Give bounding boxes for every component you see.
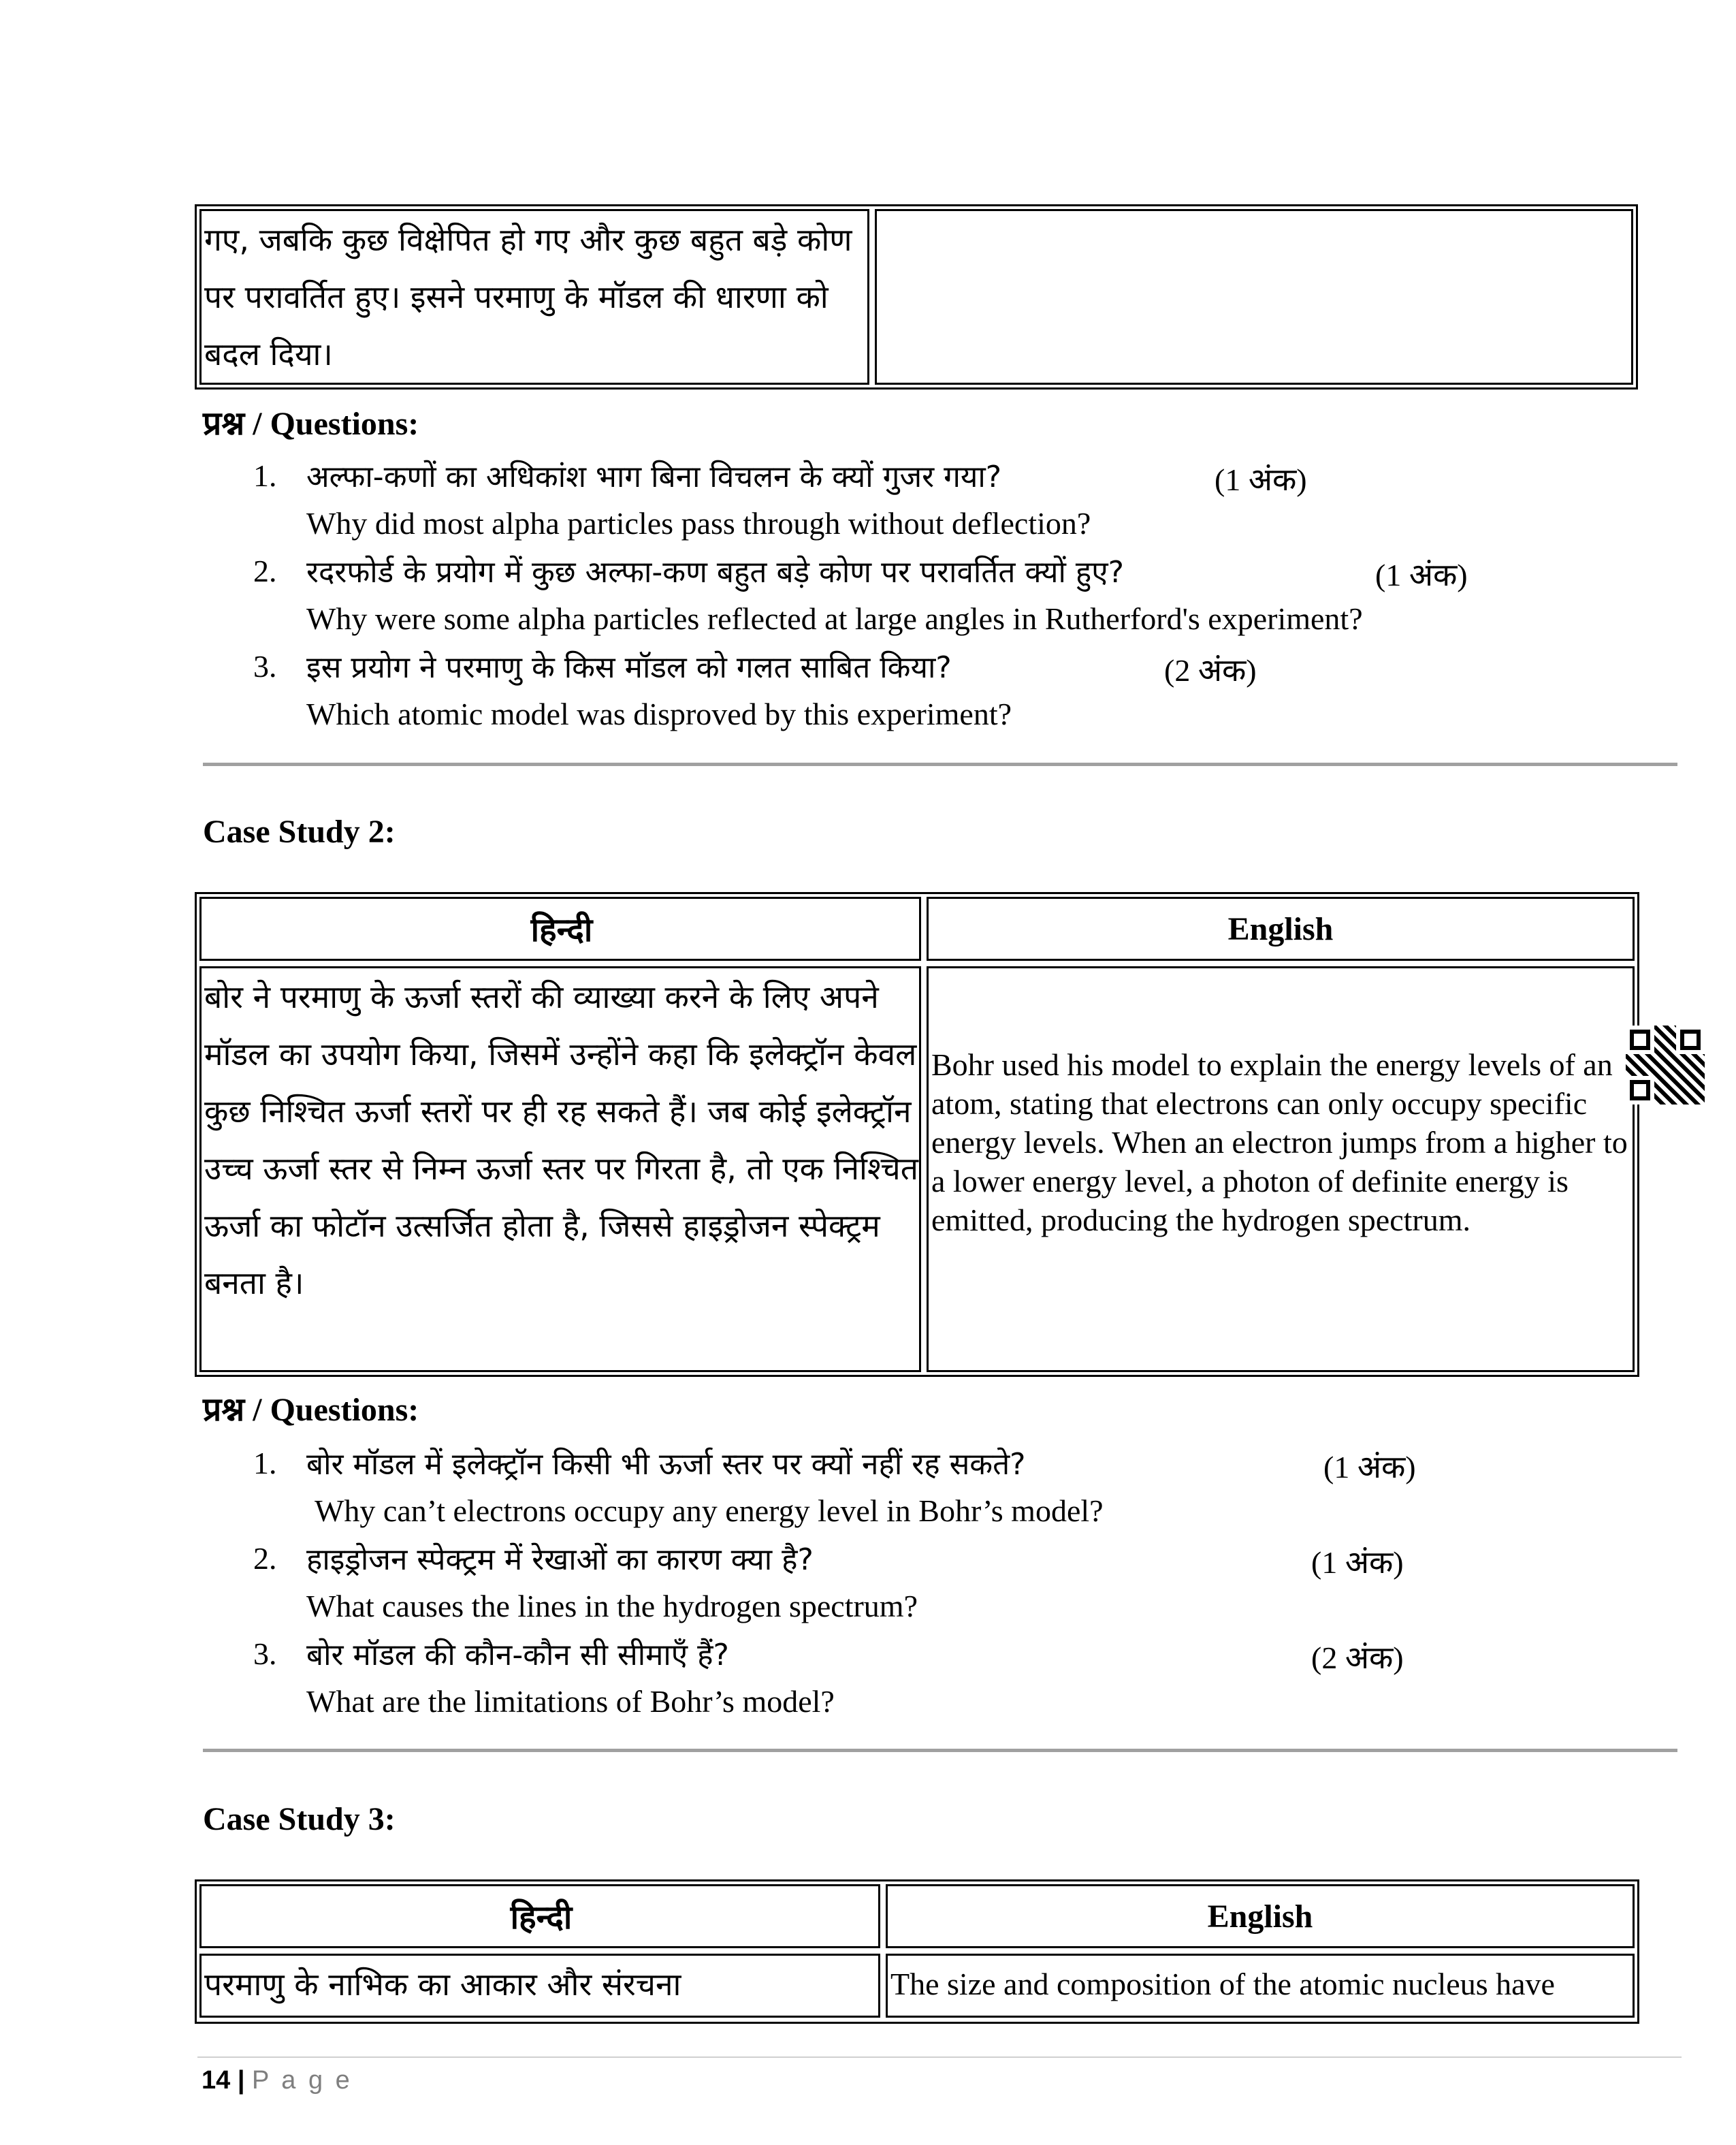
question-english: What causes the lines in the hydrogen spectrum?	[306, 1589, 918, 1623]
question-english: Why did most alpha particles pass through without deflection?	[306, 506, 1091, 541]
page-number: 14	[202, 2066, 231, 2095]
question-marks: (2 अंक)	[1311, 1640, 1404, 1675]
case2-header-hindi: हिन्दी	[199, 897, 921, 961]
page-separator: |	[237, 2066, 245, 2095]
heading-english: Questions:	[270, 406, 419, 442]
case3-header-hindi: हिन्दी	[199, 1884, 880, 1948]
question-hindi: बोर मॉडल में इलेक्ट्रॉन किसी भी ऊर्जा स्तर पर क्यों नहीं रह सकते?	[306, 1447, 1026, 1482]
question-english: Why can’t electrons occupy any energy level in Bohr’s model?	[315, 1493, 1104, 1528]
question-number: 1.	[253, 1446, 277, 1480]
case1-questions-heading	[203, 400, 419, 445]
case2-title: Case Study 2:	[203, 814, 396, 850]
heading-english: Questions:	[270, 1392, 419, 1428]
page-label: P a g e	[252, 2066, 353, 2095]
case2-table	[195, 892, 1639, 1377]
question-hindi: हाइड्रोजन स्पेक्ट्रम में रेखाओं का कारण क्या है?	[306, 1542, 814, 1577]
case2-questions-heading	[203, 1386, 419, 1431]
question-english: Which atomic model was disproved by this experiment?	[306, 697, 1012, 731]
case3-english-cell: The size and composition of the atomic nucleus have	[886, 1954, 1635, 2018]
question-number: 2.	[253, 554, 277, 588]
question-marks: (2 अंक)	[1164, 653, 1257, 688]
question-marks: (1 अंक)	[1323, 1450, 1416, 1484]
heading-hindi: प्रश्न	[203, 404, 245, 443]
case3-header-english: English	[886, 1884, 1635, 1948]
heading-hindi: प्रश्न	[203, 1391, 245, 1429]
footer-divider	[197, 2056, 1682, 2058]
case1-table	[195, 204, 1638, 390]
question-hindi: रदरफोर्ड के प्रयोग में कुछ अल्फा-कण बहुत बड़े कोण पर परावर्तित क्यों हुए?	[306, 555, 1124, 590]
question-english: What are the limitations of Bohr’s model?	[306, 1684, 835, 1719]
page-footer	[202, 2066, 353, 2095]
question-marks: (1 अंक)	[1215, 462, 1307, 497]
case2-english-cell	[927, 966, 1635, 1372]
question-hindi: अल्फा-कणों का अधिकांश भाग बिना विचलन के क्यों गुजर गया?	[306, 460, 1002, 494]
case1-hindi-cell: गए, जबकि कुछ विक्षेपित हो गए और कुछ बहुत बड़े कोण पर परावर्तित हुए। इसने परमाणु के मॉडल की धारणा को बदल दिया।	[199, 209, 869, 385]
section-divider	[203, 763, 1677, 766]
question-hindi: इस प्रयोग ने परमाणु के किस मॉडल को गलत साबित किया?	[306, 650, 952, 685]
case3-hindi-cell: परमाणु के नाभिक का आकार और संरचना	[199, 1954, 880, 2018]
question-marks: (1 अंक)	[1375, 558, 1468, 592]
question-hindi: बोर मॉडल की कौन-कौन सी सीमाएँ हैं?	[306, 1638, 729, 1672]
question-number: 3.	[253, 649, 277, 684]
case3-title: Case Study 3:	[203, 1801, 396, 1837]
question-marks: (1 अंक)	[1311, 1545, 1404, 1580]
case2-hindi-cell: बोर ने परमाणु के ऊर्जा स्तरों की व्याख्या करने के लिए अपने मॉडल का उपयोग किया, जिसमें उन्होंने कहा कि इलेक्ट्रॉन केवल कुछ निश्चित ऊर्जा स्तरों पर ही रह सकते हैं। जब कोई इलेक्ट्रॉन उच्च ऊर्जा स्तर से निम्न ऊर्जा स्तर पर गिरता है, तो एक निश्चित ऊर्जा का फोटॉन उत्सर्जित होता है, जिससे हाइड्रोजन स्पेक्ट्रम बनता है।	[199, 966, 921, 1372]
heading-sep: /	[253, 406, 262, 442]
question-english: Why were some alpha particles reflected at large angles in Rutherford's experiment?	[306, 601, 1363, 636]
case2-header-english: English	[927, 897, 1635, 961]
question-number: 3.	[253, 1636, 277, 1671]
case1-english-cell	[875, 209, 1633, 385]
qr-code-icon	[1626, 1026, 1705, 1105]
heading-sep: /	[253, 1392, 262, 1428]
question-number: 1.	[253, 458, 277, 493]
case3-table	[195, 1879, 1639, 2024]
case2-english-text: Bohr used his model to explain the energy levels of an atom, stating that electrons can only occupy specific energy levels. When an electron jumps from a higher to a lower energy level, a photon of definite energy is emitted, producing the hydrogen spectrum.	[931, 1047, 1628, 1237]
section-divider	[203, 1749, 1677, 1752]
question-number: 2.	[253, 1541, 277, 1576]
